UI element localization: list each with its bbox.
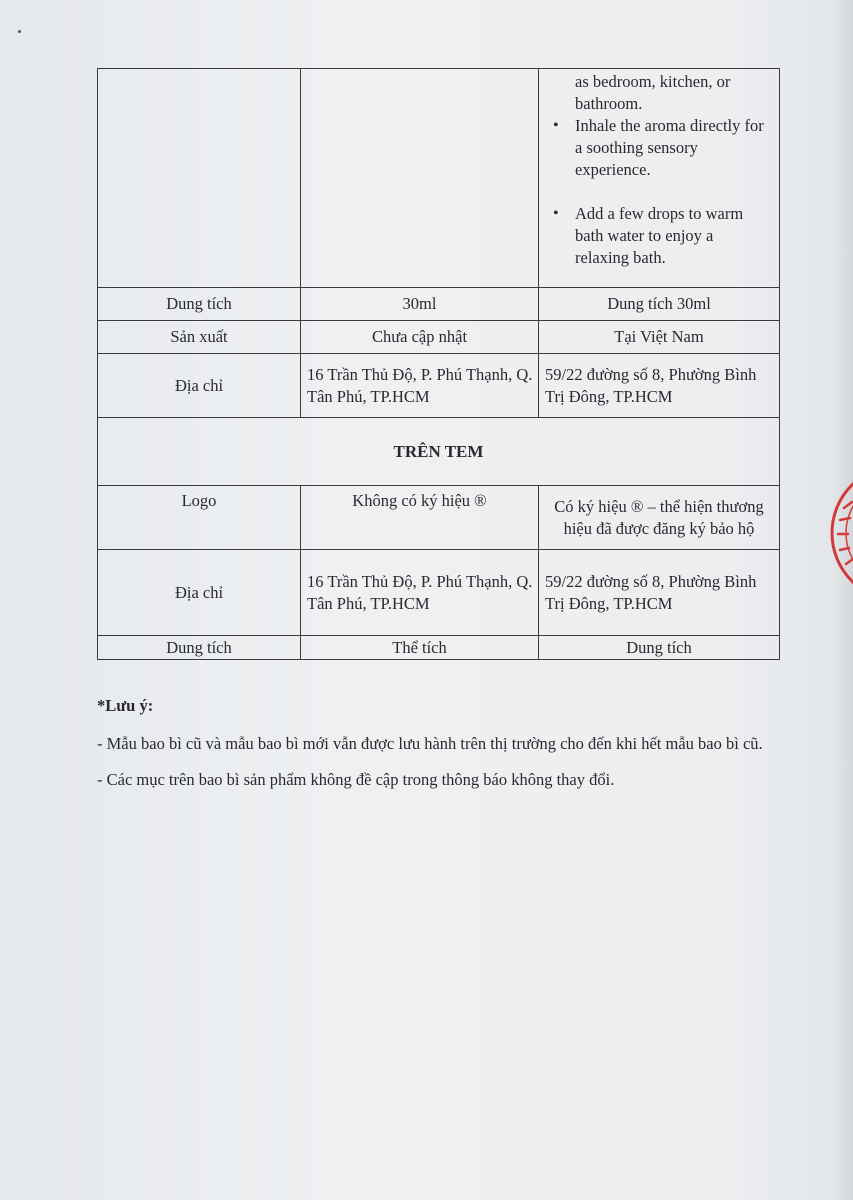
table-row [98, 486, 780, 550]
list-item: • Add a few drops to warm bath water to enjoy a relaxing bath. [575, 203, 771, 269]
usage-instructions-cell [539, 69, 780, 288]
packaging-comparison-table [97, 68, 780, 660]
empty-old-cell [301, 69, 539, 288]
old-value: 30ml [301, 288, 539, 321]
row-label: Địa chỉ [98, 354, 301, 418]
note-item: - Mẫu bao bì cũ và mẫu bao bì mới vẫn được lưu hành trên thị trường cho đến khi hết mẫu bao bì cũ. [97, 734, 763, 753]
section-title: TRÊN TEM [98, 418, 780, 486]
note-item: - Các mục trên bao bì sản phẩm không đề cập trong thông báo không thay đổi. [97, 770, 615, 789]
empty-label-cell [98, 69, 301, 288]
table-row [98, 636, 780, 660]
row-label: Dung tích [98, 288, 301, 321]
table-row [98, 288, 780, 321]
new-value: Dung tích 30ml [539, 288, 780, 321]
usage-list [575, 71, 771, 269]
new-value: 59/22 đường số 8, Phường Bình Trị Đông, TP.HCM [539, 550, 780, 636]
new-value: Có ký hiệu ® – thể hiện thương hiệu đã được đăng ký bảo hộ [539, 486, 780, 550]
old-value: 16 Trần Thủ Độ, P. Phú Thạnh, Q. Tân Phú, TP.HCM [301, 550, 539, 636]
paper-speck [18, 30, 21, 33]
new-value: 59/22 đường số 8, Phường Bình Trị Đông, TP.HCM [539, 354, 780, 418]
row-label: Logo [98, 486, 301, 550]
red-seal-stamp [822, 458, 853, 608]
table-row [98, 550, 780, 636]
notes-title: *Lưu ý: [97, 696, 154, 715]
row-label: Địa chỉ [98, 550, 301, 636]
notes-section [97, 694, 787, 804]
new-value: Tại Việt Nam [539, 321, 780, 354]
table-row [98, 321, 780, 354]
table-row [98, 354, 780, 418]
old-value: 16 Trần Thủ Độ, P. Phú Thạnh, Q. Tân Phú, TP.HCM [301, 354, 539, 418]
old-value: Không có ký hiệu ® [301, 486, 539, 550]
list-item: as bedroom, kitchen, or bathroom. [575, 72, 731, 113]
list-item: • Inhale the aroma directly for a soothing sensory experience. [575, 115, 771, 181]
table-row [98, 418, 780, 486]
old-value: Thể tích [301, 636, 539, 660]
row-label: Dung tích [98, 636, 301, 660]
new-value: Dung tích [539, 636, 780, 660]
table-row [98, 69, 780, 288]
old-value: Chưa cập nhật [301, 321, 539, 354]
row-label: Sản xuất [98, 321, 301, 354]
